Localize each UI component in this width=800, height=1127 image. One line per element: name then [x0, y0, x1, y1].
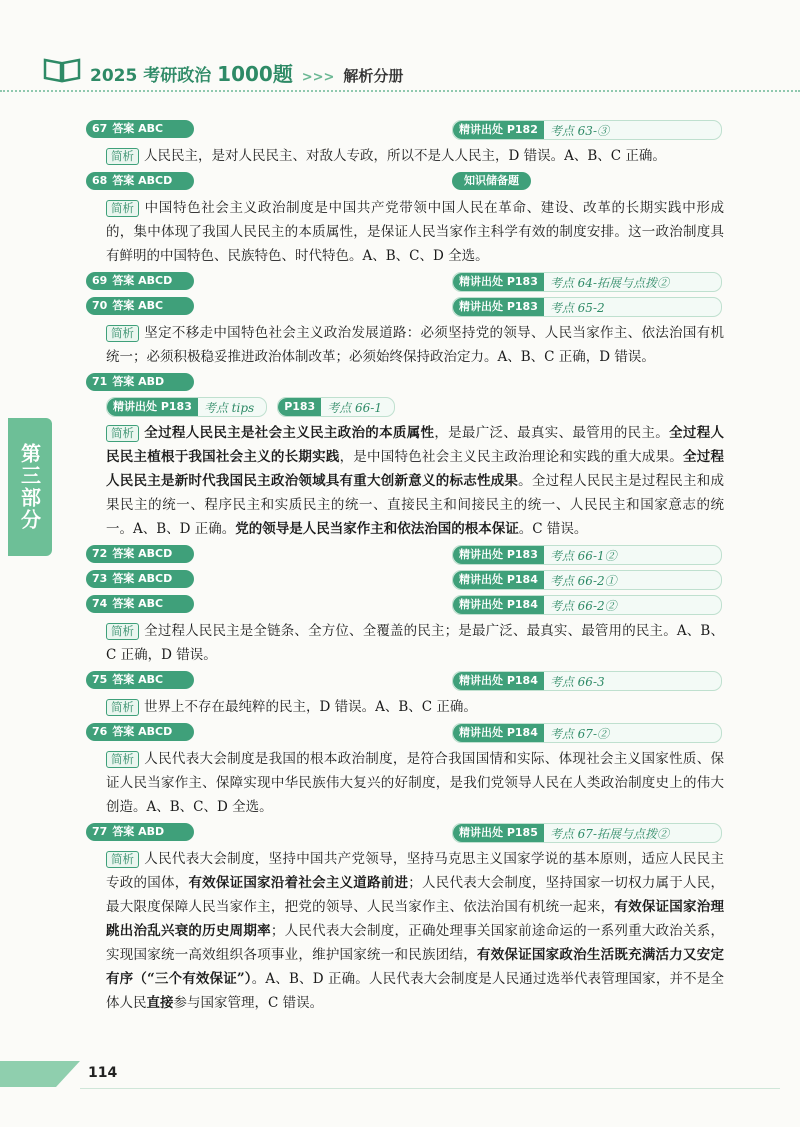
analysis-tag: 简析 [106, 623, 139, 640]
answer-item-74 [92, 595, 724, 667]
footer-bar [0, 1061, 80, 1087]
reference-box [452, 723, 722, 743]
analysis-text [92, 695, 724, 719]
reference-box [277, 397, 395, 417]
reference-tag: 精讲出处 P183 [453, 546, 544, 564]
answer-label: 答案 ABD [110, 373, 194, 391]
answer-label: 答案 ABC [110, 595, 194, 613]
bold-phrase: 有效保证国家政治生活既充满活力又安定有序（“三个有效保证”） [106, 947, 725, 987]
reference-point: 考点 67-② [549, 726, 609, 741]
question-number: 76 [86, 723, 110, 741]
answer-label: 答案 ABCD [110, 172, 194, 190]
question-number: 67 [86, 120, 110, 138]
answer-item-68 [92, 172, 724, 268]
reference-point: 考点 67-拓展与点拨② [549, 826, 669, 841]
answer-item-72 [92, 545, 724, 566]
answer-list [92, 120, 724, 1019]
analysis-body: 坚定不移走中国特色社会主义政治发展道路：必须坚持党的领导、人民当家作主、依法治国有机统一；必须积极稳妥推进政治体制改革；必须始终保持政治定力。A、B、C 正确，D 错误。 [106, 325, 724, 365]
reference-box [106, 397, 267, 417]
question-number: 72 [86, 545, 110, 563]
reference-point: 考点 65-2 [549, 300, 605, 315]
header-year: 2025 [90, 66, 138, 86]
analysis-text [92, 196, 724, 268]
reference-box [452, 545, 722, 565]
question-number: 71 [86, 373, 110, 391]
answer-item-70 [92, 297, 724, 369]
answer-label: 答案 ABCD [110, 723, 194, 741]
reference-box [452, 671, 722, 691]
bold-phrase: 直接 [146, 995, 174, 1011]
reference-tag: P183 [278, 398, 321, 416]
reference-tag: 精讲出处 P184 [453, 571, 544, 589]
bold-phrase: 党的领导是人民当家作主和依法治国的根本保证 [235, 521, 519, 537]
answer-label: 答案 ABCD [110, 545, 194, 563]
answer-item-69 [92, 272, 724, 293]
analysis-text [92, 619, 724, 667]
text-run: 。全过程人民民主是过程民主和成果民主的统一、程序民主和实质民主的统一、直接民主和间接民主的统一、人民民主和国家意志的统一。A、B、D 正确。 [106, 473, 725, 537]
bold-phrase: 有效保证国家治理跳出治乱兴衰的历史周期率 [106, 899, 725, 939]
analysis-body [106, 425, 724, 537]
analysis-body: 世界上不存在最纯粹的民主，D 错误。A、B、C 正确。 [144, 699, 477, 715]
answer-label: 答案 ABC [110, 297, 194, 315]
analysis-text [92, 421, 724, 541]
analysis-body: 中国特色社会主义政治制度是中国共产党带领中国人民在革命、建设、改革的长期实践中形成的，集中体现了我国人民民主的本质属性，是保证人民当家作主科学有效的制度安排。这一政治制度具有鲜明的中国特色、民族特色、时代特色。A、B、C、D 全选。 [106, 200, 724, 264]
header-title-big: 1000题 [217, 62, 293, 86]
question-number: 74 [86, 595, 110, 613]
bold-phrase: 全过程人民民主是新时代我国民主政治领域具有重大创新意义的标志性成果 [106, 449, 725, 489]
answer-label: 答案 ABD [110, 823, 194, 841]
text-run: ，是最广泛、最真实、最管用的民主。 [434, 425, 670, 441]
header-title [90, 58, 403, 87]
text-run: 参与国家管理，C 错误。 [173, 995, 324, 1011]
answer-label: 答案 ABCD [110, 570, 194, 588]
reference-point: 考点 66-2② [549, 598, 617, 613]
page-header [0, 0, 800, 95]
header-subtitle: 解析分册 [343, 67, 404, 85]
page-number: 114 [88, 1065, 118, 1081]
reference-point: 考点 tips [203, 400, 255, 415]
header-arrows: >>> [301, 70, 335, 85]
analysis-body: 人民民主，是对人民民主、对敌人专政，所以不是人人民主，D 错误。A、B、C 正确。 [144, 148, 666, 164]
analysis-text [92, 747, 724, 819]
text-run: 。A、B、D 正确。人民代表大会制度是人民通过选举代表管理国家，并不是全体人民 [106, 971, 724, 1011]
analysis-body [106, 851, 724, 1011]
analysis-body: 人民代表大会制度是我国的根本政治制度，是符合我国国情和实际、体现社会主义国家性质、保证人民当家作主、保障实现中华民族伟大复兴的好制度，是我们党领导人民在人类政治制度史上的伟大创造。A、B、C、D 全选。 [106, 751, 724, 815]
answer-item-75 [92, 671, 724, 719]
analysis-tag: 简析 [106, 148, 139, 165]
answer-item-67 [92, 120, 724, 168]
reference-tag: 精讲出处 P183 [453, 273, 544, 291]
reference-box [452, 120, 722, 140]
text-run: ，是中国特色社会主义民主政治理论和实践的重大成果。 [339, 449, 684, 465]
answer-item-73 [92, 570, 724, 591]
section-side-tab-label: 第三部分 [17, 443, 42, 531]
bold-phrase: 全过程人民民主是社会主义民主政治的本质属性 [144, 425, 435, 441]
answer-item-77 [92, 823, 724, 1015]
question-number: 77 [86, 823, 110, 841]
analysis-tag: 简析 [106, 200, 139, 217]
analysis-text [92, 144, 724, 168]
reference-tag: 精讲出处 P183 [107, 398, 198, 416]
header-divider [0, 90, 800, 92]
reference-point: 考点 66-3 [549, 674, 605, 689]
reference-tag: 精讲出处 P185 [453, 824, 544, 842]
reference-box [452, 595, 722, 615]
bold-phrase: 有效保证国家沿着社会主义道路前进 [188, 875, 409, 891]
reference-tag: 精讲出处 P184 [453, 724, 544, 742]
reference-box [452, 570, 722, 590]
reference-point: 考点 63-③ [549, 123, 609, 138]
text-run: ；人民代表大会制度，正确处理事关国家前途命运的一系列重大政治关系，实现国家统一高效组织各项事业，维护国家统一和民族团结， [106, 923, 725, 963]
text-run: 人民代表大会制度，坚持中国共产党领导，坚持马克思主义国家学说的基本原则，适应人民民主专政的国体， [106, 851, 724, 891]
answer-label: 答案 ABC [110, 120, 194, 138]
bold-phrase: 全过程人民民主植根于我国社会主义的长期实践 [106, 425, 725, 465]
analysis-tag: 简析 [106, 851, 139, 868]
question-number: 69 [86, 272, 110, 290]
question-number: 73 [86, 570, 110, 588]
analysis-tag: 简析 [106, 699, 139, 716]
reference-box [452, 272, 722, 292]
reference-tag: 精讲出处 P182 [453, 121, 544, 139]
reference-point: 考点 66-1② [549, 548, 617, 563]
answer-item-71 [92, 373, 724, 541]
question-number: 75 [86, 671, 110, 689]
section-side-tab [8, 418, 52, 556]
reference-point: 考点 66-2① [549, 573, 617, 588]
reference-tag: 精讲出处 P183 [453, 298, 544, 316]
answer-label: 答案 ABC [110, 671, 194, 689]
reference-tag: 精讲出处 P184 [453, 596, 544, 614]
footer-divider [80, 1088, 780, 1089]
reference-box [452, 823, 722, 843]
analysis-tag: 简析 [106, 751, 139, 768]
analysis-tag: 简析 [106, 425, 139, 442]
open-book-icon [43, 57, 81, 83]
answer-item-76 [92, 723, 724, 819]
question-number: 70 [86, 297, 110, 315]
analysis-tag: 简析 [106, 325, 139, 342]
analysis-text [92, 321, 724, 369]
reference-box [452, 297, 722, 317]
analysis-body: 全过程人民民主是全链条、全方位、全覆盖的民主；是最广泛、最真实、最管用的民主。A、B、C 正确，D 错误。 [106, 623, 724, 663]
reference-point: 考点 64-拓展与点拨② [549, 275, 669, 290]
header-title-mid: 考研政治 [143, 66, 212, 86]
text-run: 。C 错误。 [518, 521, 588, 537]
answer-label: 答案 ABCD [110, 272, 194, 290]
question-number: 68 [86, 172, 110, 190]
analysis-text [92, 847, 724, 1015]
knowledge-tag: 知识储备题 [452, 172, 531, 190]
text-run: ；人民代表大会制度，坚持国家一切权力属于人民，最大限度保障人民当家作主，把党的领导、人民当家作主、依法治国有机统一起来， [106, 875, 725, 915]
reference-point: 考点 66-1 [327, 400, 382, 415]
reference-tag: 精讲出处 P184 [453, 672, 544, 690]
